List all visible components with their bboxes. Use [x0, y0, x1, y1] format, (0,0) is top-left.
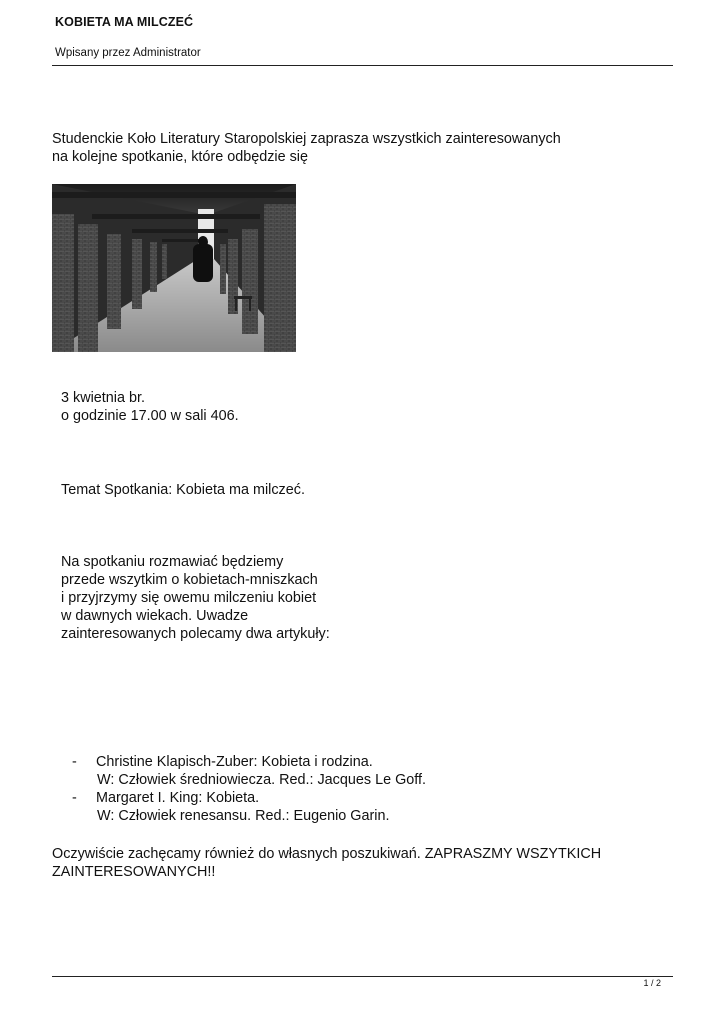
description-line: zainteresowanych polecamy dwa artykuły: [61, 626, 330, 642]
description-line: w dawnych wiekach. Uwadze [61, 608, 249, 624]
event-time-place: o godzinie 17.00 w sali 406. [61, 408, 239, 424]
reference-item [72, 753, 426, 789]
reference-author-title: Christine Klapisch-Zuber: Kobieta i rodzina. [96, 754, 373, 770]
intro-line: Studenckie Koło Literatury Staropolskiej zaprasza wszystkich zainteresowanych [52, 131, 561, 147]
list-dash: - [72, 754, 77, 770]
closing-line: Oczywiście zachęcamy również do własnych poszukiwań. ZAPRASZMY WSZYTKICH [52, 846, 602, 862]
cloister-photo [52, 184, 296, 352]
reference-author-title: Margaret I. King: Kobieta. [96, 790, 260, 806]
intro-paragraph [52, 130, 561, 166]
closing-paragraph [52, 845, 601, 881]
description-line: Na spotkaniu rozmawiać będziemy [61, 554, 284, 570]
closing-line: ZAINTERESOWANYCH!! [52, 864, 216, 880]
meeting-topic: Temat Spotkania: Kobieta ma milczeć. [61, 482, 305, 498]
description-paragraph [61, 553, 330, 643]
reference-source: W: Człowiek średniowiecza. Red.: Jacques Le Goff. [97, 772, 427, 788]
intro-line: na kolejne spotkanie, które odbędzie się [52, 149, 309, 165]
description-line: przede wszytkim o kobietach-mniszkach [61, 572, 318, 588]
description-line: i przyjrzymy się owemu milczeniu kobiet [61, 590, 317, 606]
event-details [61, 389, 239, 425]
reference-source: W: Człowiek renesansu. Red.: Eugenio Garin. [97, 808, 390, 824]
footer-divider [52, 976, 673, 977]
page-number: 1 / 2 [643, 978, 661, 988]
reference-list [72, 753, 426, 825]
reference-item [72, 789, 426, 825]
event-date: 3 kwietnia br. [61, 390, 145, 406]
document-title: KOBIETA MA MILCZEĆ [55, 15, 194, 29]
header-divider [52, 65, 673, 66]
list-dash: - [72, 790, 77, 806]
author-line: Wpisany przez Administrator [55, 47, 201, 59]
